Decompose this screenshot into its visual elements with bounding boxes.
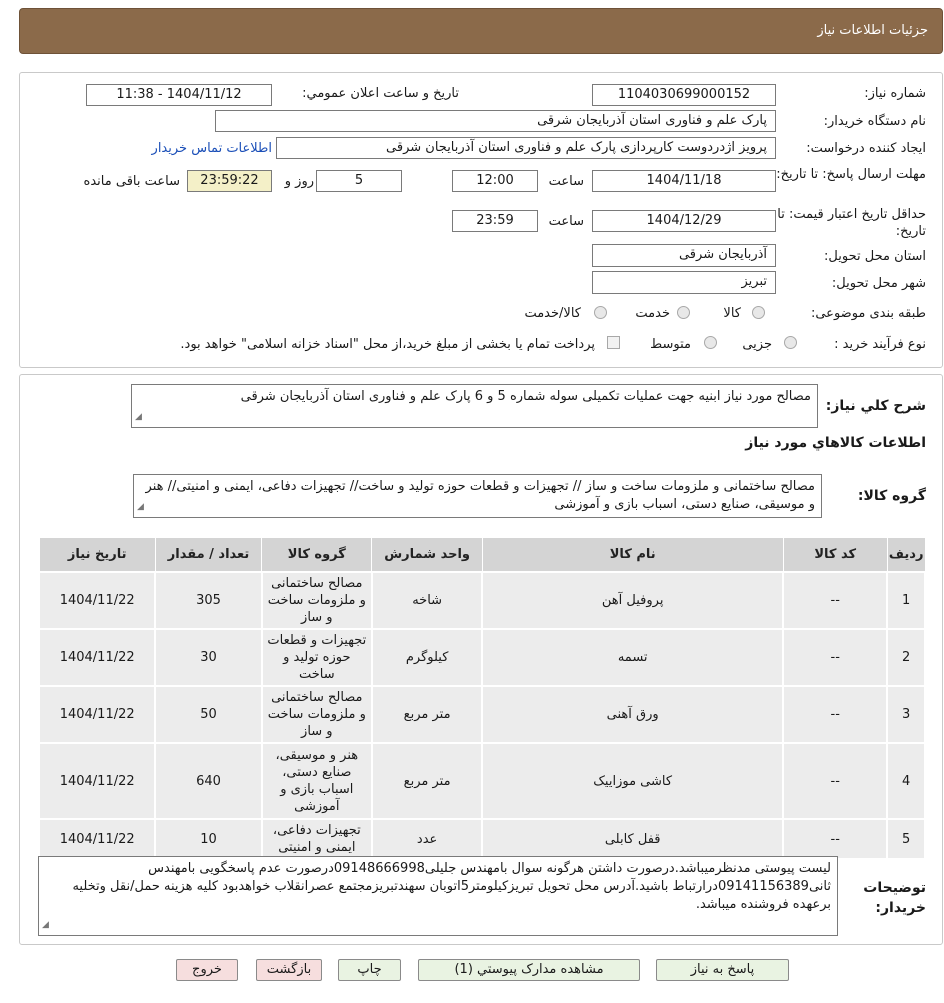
cell-goods-group: مصالح ساختمانی و ملزومات ساخت و ساز	[262, 686, 372, 743]
deadline-label: مهلت ارسال پاسخ: تا تاریخ:	[776, 167, 926, 182]
announce-datetime-field: 1404/11/12 - 11:38	[86, 84, 272, 106]
cell-quantity: 30	[155, 629, 261, 686]
cell-unit: عدد	[372, 819, 482, 859]
summary-textarea	[131, 384, 818, 428]
remaining-time-field: 23:59:22	[187, 170, 272, 192]
category-goods-service-radio[interactable]	[594, 306, 607, 319]
col-header-goods-name: نام کالا	[482, 538, 783, 573]
cell-quantity: 305	[155, 572, 261, 629]
category-service-label: خدمت	[635, 306, 670, 321]
col-header-goods-code: کد کالا	[783, 538, 887, 573]
summary-text: مصالح مورد نیاز ابنیه جهت عملیات تکمیلی سوله شماره 5 و 6 پارک علم و فناوری استان آذربایجان شرقی	[240, 389, 811, 404]
province-field: آذربایجان شرقی	[592, 244, 776, 267]
resize-grip-icon[interactable]: ◢	[137, 502, 144, 512]
deadline-time-field: 12:00	[452, 170, 538, 192]
cell-goods-group: تجهیزات و قطعات حوزه تولید و ساخت	[262, 629, 372, 686]
process-minor-radio[interactable]	[784, 336, 797, 349]
cell-goods-name: ورق آهنی	[482, 686, 783, 743]
buyer-notes-text: لیست پیوستی مدنظرمیباشد.درصورت داشتن هرگونه سوال بامهندس جلیلی09148666998درصورت عدم پاسخگویی بامهندس ثانی09141156389درارتباط باشید.آدرس محل تحویل تبریزکیلومتر5اتوبان سهندتبریزمجتمع عصرانقلاب خواهدبود کلیه هزینه حمل/نقل وتخلیه برعهده فروشنده میباشد.	[72, 861, 831, 912]
cell-quantity: 10	[155, 819, 261, 859]
table-row	[39, 572, 925, 629]
cell-need-date: 1404/11/22	[39, 819, 155, 859]
announce-label: تاریخ و ساعت اعلان عمومي:	[302, 86, 459, 101]
days-remaining-field: 5	[316, 170, 402, 192]
cell-goods-code: --	[783, 629, 887, 686]
days-and-label: روز و	[284, 174, 314, 189]
reply-to-need-button[interactable]: پاسخ به نیاز	[656, 959, 789, 981]
col-header-quantity: تعداد / مقدار	[155, 538, 261, 573]
page-title: جزئیات اطلاعات نیاز	[817, 23, 928, 38]
city-field: تبریز	[592, 271, 776, 294]
cell-row-number: 4	[887, 743, 925, 819]
cell-row-number: 1	[887, 572, 925, 629]
cell-unit: شاخه	[372, 572, 482, 629]
buyer-notes-textarea	[38, 856, 838, 936]
remaining-time-label: ساعت باقی مانده	[83, 174, 180, 189]
goods-group-label: گروه کالا:	[857, 488, 926, 504]
need-number-label: شماره نیاز:	[864, 86, 926, 101]
cell-unit: کیلوگرم	[372, 629, 482, 686]
exit-button[interactable]: خروج	[176, 959, 238, 981]
need-number-field: 1104030699000152	[592, 84, 776, 106]
category-label: طبقه بندی موضوعی:	[810, 306, 926, 321]
page-header	[19, 8, 943, 54]
cell-need-date: 1404/11/22	[39, 572, 155, 629]
cell-goods-code: --	[783, 572, 887, 629]
goods-group-text: مصالح ساختمانی و ملزومات ساخت و ساز // تجهیزات و قطعات حوزه تولید و ساخت// تجهیزات دفاعی، ایمنی و امنیتی// هنر و موسیقی، صنایع دستی، اسباب بازی و آموزشی	[145, 479, 815, 512]
cell-goods-code: --	[783, 743, 887, 819]
summary-label: شرح کلي نياز:	[825, 398, 926, 414]
cell-goods-name: پروفیل آهن	[482, 572, 783, 629]
process-medium-label: متوسط	[650, 337, 691, 352]
col-header-goods-group: گروه کالا	[262, 538, 372, 573]
goods-table	[38, 537, 926, 860]
category-goods-radio[interactable]	[752, 306, 765, 319]
validity-time-field: 23:59	[452, 210, 538, 232]
treasury-payment-note: پرداخت تمام یا بخشی از مبلغ خرید،از محل "اسناد خزانه اسلامی" خواهد بود.	[180, 337, 595, 352]
view-attachments-button[interactable]: مشاهده مدارک پیوستي (1)	[418, 959, 640, 981]
cell-goods-name: کاشی موزاییک	[482, 743, 783, 819]
deadline-time-label: ساعت	[548, 174, 584, 189]
cell-goods-code: --	[783, 686, 887, 743]
table-header-row	[39, 538, 925, 573]
cell-goods-group: مصالح ساختمانی و ملزومات ساخت و ساز	[262, 572, 372, 629]
table-row	[39, 819, 925, 859]
treasury-payment-checkbox[interactable]	[607, 336, 620, 349]
print-button[interactable]: چاپ	[338, 959, 401, 981]
cell-quantity: 640	[155, 743, 261, 819]
buyer-contact-link[interactable]: اطلاعات تماس خریدار	[151, 141, 272, 156]
cell-goods-name: قفل کابلی	[482, 819, 783, 859]
cell-row-number: 3	[887, 686, 925, 743]
col-header-unit: واحد شمارش	[372, 538, 482, 573]
validity-date-field: 1404/12/29	[592, 210, 776, 232]
goods-group-textarea	[133, 474, 822, 518]
category-service-radio[interactable]	[677, 306, 690, 319]
resize-grip-icon[interactable]: ◢	[135, 412, 142, 422]
requester-field: پرویز اژدردوست کارپردازی پارک علم و فناوری استان آذربایجان شرقی	[276, 137, 776, 159]
cell-unit: متر مربع	[372, 743, 482, 819]
cell-goods-group: تجهیزات دفاعی، ایمنی و امنیتی	[262, 819, 372, 859]
city-label: شهر محل تحویل:	[831, 276, 926, 291]
requester-label: ایجاد کننده درخواست:	[806, 141, 926, 156]
cell-quantity: 50	[155, 686, 261, 743]
validity-time-label: ساعت	[548, 214, 584, 229]
validity-label: حداقل تاریخ اعتبار قیمت: تا تاریخ:	[777, 207, 926, 239]
cell-unit: متر مربع	[372, 686, 482, 743]
table-row	[39, 743, 925, 819]
cell-row-number: 5	[887, 819, 925, 859]
buyer-notes-label: توضیحات خریدار:	[863, 880, 926, 916]
deadline-date-field: 1404/11/18	[592, 170, 776, 192]
process-medium-radio[interactable]	[704, 336, 717, 349]
col-header-row-number: ردیف	[887, 538, 925, 573]
process-minor-label: جزیی	[742, 337, 772, 352]
process-type-label: نوع فرآیند خرید :	[834, 337, 926, 352]
back-button[interactable]: بازگشت	[256, 959, 322, 981]
category-goods-label: کالا	[723, 306, 741, 321]
table-row	[39, 629, 925, 686]
buyer-org-field: پارک علم و فناوری استان آذربایجان شرقی	[215, 110, 776, 132]
cell-row-number: 2	[887, 629, 925, 686]
goods-info-title: اطلاعات کالاهاي مورد نياز	[745, 435, 926, 451]
category-goods-service-label: کالا/خدمت	[524, 306, 581, 321]
cell-goods-code: --	[783, 819, 887, 859]
cell-goods-name: تسمه	[482, 629, 783, 686]
col-header-need-date: تاریخ نیاز	[39, 538, 155, 573]
cell-need-date: 1404/11/22	[39, 629, 155, 686]
province-label: استان محل تحویل:	[824, 249, 926, 264]
resize-grip-icon[interactable]: ◢	[42, 920, 49, 930]
table-row	[39, 686, 925, 743]
cell-need-date: 1404/11/22	[39, 686, 155, 743]
buyer-org-label: نام دستگاه خریدار:	[823, 114, 926, 129]
cell-need-date: 1404/11/22	[39, 743, 155, 819]
cell-goods-group: هنر و موسیقی، صنایع دستی، اسباب بازی و آموزشی	[262, 743, 372, 819]
